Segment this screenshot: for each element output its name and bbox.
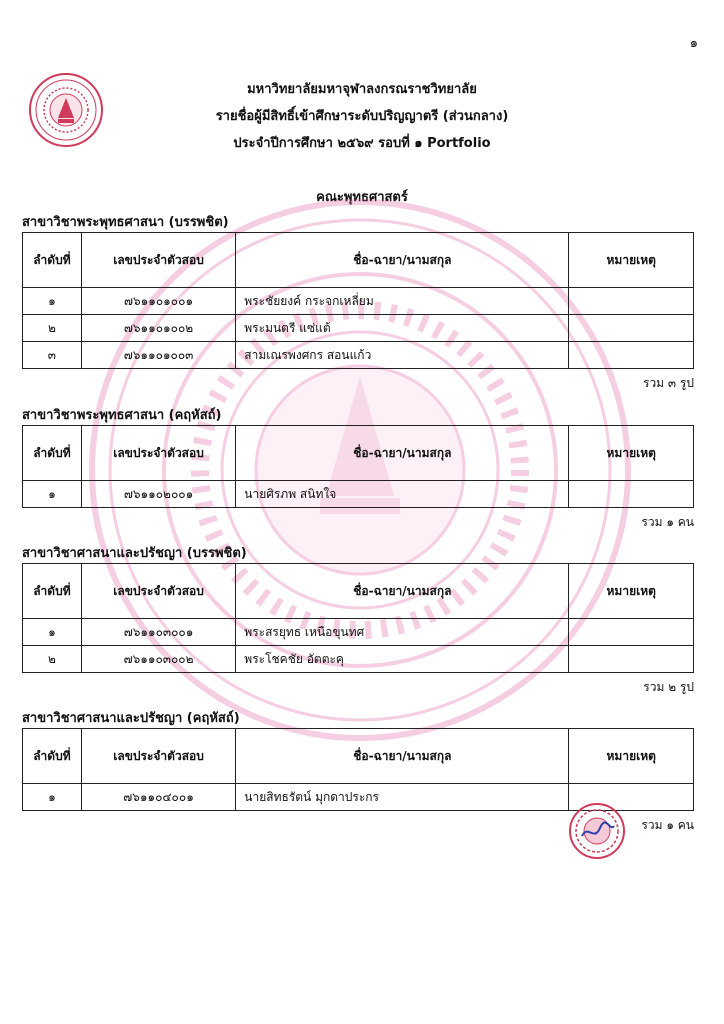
- section-title: สาขาวิชาพระพุทธศาสนา (บรรพชิต): [22, 215, 229, 230]
- row-name: พระชัยยงค์ กระจกเหลี่ยม: [236, 288, 569, 315]
- university-name: มหาวิทยาลัยมหาจุฬาลงกรณราชวิทยาลัย: [247, 82, 477, 97]
- column-header-exam-id: เลขประจำตัวสอบ: [81, 729, 235, 784]
- document-title: รายชื่อผู้มีสิทธิ์เข้าศึกษาระดับปริญญาตรี (ส่วนกลาง): [215, 109, 509, 124]
- row-exam-id: ๗๖๑๑๐๑๐๐๒: [81, 315, 235, 342]
- row-order: ๒: [23, 315, 82, 342]
- row-order: ๓: [23, 342, 82, 369]
- row-remark: [569, 288, 694, 315]
- column-header-order: ลำดับที่: [23, 426, 82, 481]
- row-name: นายสิทธรัตน์ มุกดาประกร: [236, 784, 569, 811]
- section-total: รวม ๑ คน: [641, 818, 694, 832]
- column-header-order: ลำดับที่: [23, 729, 82, 784]
- row-order: ๑: [23, 288, 82, 315]
- student-table: [22, 232, 694, 369]
- student-table: [22, 728, 694, 811]
- table-row: [23, 315, 694, 342]
- row-order: ๑: [23, 481, 82, 508]
- row-exam-id: ๗๖๑๑๐๑๐๐๓: [81, 342, 235, 369]
- column-header-remark: หมายเหตุ: [569, 564, 694, 619]
- section-title: สาขาวิชาพระพุทธศาสนา (คฤหัสถ์): [22, 408, 222, 423]
- page-number: ๑: [689, 36, 698, 51]
- row-exam-id: ๗๖๑๑๐๑๐๐๑: [81, 288, 235, 315]
- table-row: [23, 342, 694, 369]
- row-exam-id: ๗๖๑๑๐๓๐๐๑: [81, 619, 235, 646]
- row-name: สามเณรพงศกร สอนแก้ว: [236, 342, 569, 369]
- row-exam-id: ๗๖๑๑๐๔๐๐๑: [81, 784, 235, 811]
- column-header-remark: หมายเหตุ: [569, 729, 694, 784]
- section-title: สาขาวิชาศาสนาและปรัชญา (คฤหัสถ์): [22, 711, 240, 726]
- column-header-exam-id: เลขประจำตัวสอบ: [81, 426, 235, 481]
- row-exam-id: ๗๖๑๑๐๓๐๐๒: [81, 646, 235, 673]
- section-total: รวม ๑ คน: [641, 515, 694, 529]
- student-table: [22, 425, 694, 508]
- row-remark: [569, 619, 694, 646]
- faculty-title: คณะพุทธศาสตร์: [316, 190, 408, 205]
- column-header-remark: หมายเหตุ: [569, 426, 694, 481]
- row-name: พระมนตรี แซ่แต้: [236, 315, 569, 342]
- row-name: พระโชคชัย อัตตะคุ: [236, 646, 569, 673]
- table-row: [23, 646, 694, 673]
- section-buddhism-monk: [22, 214, 694, 393]
- row-remark: [569, 315, 694, 342]
- row-name: นายศิรภพ สนิทใจ: [236, 481, 569, 508]
- row-name: พระสรยุทธ เหนือขุนทศ: [236, 619, 569, 646]
- table-row: [23, 619, 694, 646]
- section-total: รวม ๓ รูป: [643, 376, 694, 390]
- column-header-exam-id: เลขประจำตัวสอบ: [81, 233, 235, 288]
- section-religion-philosophy-monk: [22, 545, 694, 697]
- student-table: [22, 563, 694, 673]
- row-remark: [569, 646, 694, 673]
- column-header-name: ชื่อ-ฉายา/นามสกุล: [236, 426, 569, 481]
- row-order: ๒: [23, 646, 82, 673]
- row-exam-id: ๗๖๑๑๐๒๐๐๑: [81, 481, 235, 508]
- document-header: [0, 76, 724, 157]
- row-order: ๑: [23, 619, 82, 646]
- row-remark: [569, 342, 694, 369]
- section-title: สาขาวิชาศาสนาและปรัชญา (บรรพชิต): [22, 546, 247, 561]
- table-row: [23, 481, 694, 508]
- row-remark: [569, 481, 694, 508]
- section-buddhism-lay: [22, 407, 694, 532]
- official-stamp: [568, 802, 626, 860]
- column-header-exam-id: เลขประจำตัวสอบ: [81, 564, 235, 619]
- column-header-order: ลำดับที่: [23, 564, 82, 619]
- table-row: [23, 288, 694, 315]
- column-header-name: ชื่อ-ฉายา/นามสกุล: [236, 233, 569, 288]
- column-header-remark: หมายเหตุ: [569, 233, 694, 288]
- section-total: รวม ๒ รูป: [643, 680, 694, 694]
- document-subtitle: ประจำปีการศึกษา ๒๕๖๙ รอบที่ ๑ Portfolio: [233, 136, 491, 151]
- column-header-order: ลำดับที่: [23, 233, 82, 288]
- row-order: ๑: [23, 784, 82, 811]
- column-header-name: ชื่อ-ฉายา/นามสกุล: [236, 729, 569, 784]
- column-header-name: ชื่อ-ฉายา/นามสกุล: [236, 564, 569, 619]
